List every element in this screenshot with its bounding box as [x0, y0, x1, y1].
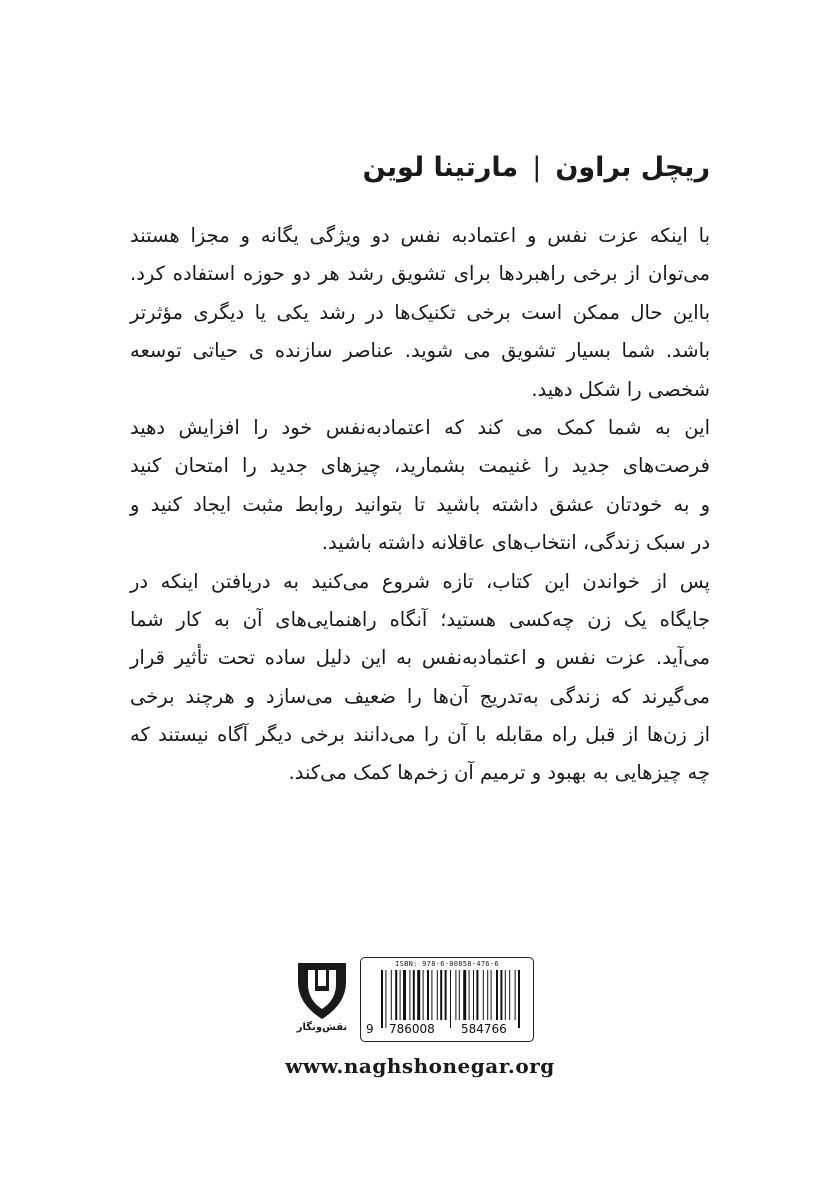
- author-separator: |: [532, 152, 542, 183]
- barcode-bar: [400, 970, 401, 1020]
- blurb-line: می‌آید. عزت نفس و اعتمادبه‌نفس به این دلیل ساده تحت تأثیر قرار: [130, 646, 710, 670]
- blurb-line: بااین حال ممکن است برخی تکنیک‌ها در رشد یکی یا دیگری مؤثرتر: [130, 300, 710, 324]
- barcode-bar: [391, 970, 392, 1020]
- barcode-bar: [518, 970, 520, 1028]
- barcode-bar: [445, 970, 447, 1020]
- barcode-bar: [476, 970, 478, 1020]
- blurb-line: جایگاه یک زن چه‌کسی هستید؛ آنگاه راهنمایی‌های آن به کار شما: [130, 607, 710, 631]
- publisher-logo-icon: [292, 960, 352, 1022]
- barcode-bar: [427, 970, 429, 1020]
- blurb-line: در سبک زندگی، انتخاب‌های عاقلانه داشته باشید.: [321, 531, 710, 555]
- barcode-bar: [509, 970, 510, 1020]
- blurb-line: شخصی را شکل دهید.: [531, 377, 710, 401]
- authors-heading: [130, 146, 710, 190]
- barcode-bar: [440, 970, 442, 1020]
- barcode-digit-first: 9: [366, 1022, 374, 1036]
- barcode-bar: [487, 970, 488, 1020]
- isbn-label: ISBN: 978-6-00858-476-6: [395, 960, 499, 968]
- barcode-bar: [423, 970, 424, 1020]
- barcode-bar: [491, 970, 492, 1020]
- barcode-bar: [500, 970, 502, 1020]
- barcode-bar: [417, 970, 420, 1020]
- author-name-1: ریچل براون: [555, 152, 710, 183]
- blurb-line: باشد. شما بسیار تشویق می شوید. عناصر سازنده ی حیاتی توسعه: [130, 339, 710, 363]
- back-cover-blurb: [130, 217, 710, 793]
- barcode-bar: [385, 970, 386, 1028]
- barcode-bar: [469, 970, 470, 1020]
- barcode-bar: [381, 970, 383, 1028]
- blurb-line: پس از خواندن این کتاب، تازه شروع می‌کنید به دریافتن اینکه در: [130, 569, 710, 593]
- barcode-bar: [459, 970, 460, 1020]
- barcode-digits-group-1: 786008: [389, 1022, 435, 1036]
- barcode-bar: [437, 970, 438, 1020]
- blurb-line: می‌گیرند که زندگی به‌تدریج آن‌ها را ضعیف می‌سازد و هرچند برخی: [130, 684, 710, 708]
- barcode-bar: [409, 970, 410, 1020]
- barcode-bar: [483, 970, 484, 1020]
- barcode-bar: [431, 970, 432, 1020]
- barcode-bar: [473, 970, 474, 1020]
- barcode-bar: [403, 970, 406, 1020]
- blurb-line: با اینکه عزت نفس و اعتمادبه نفس دو ویژگی یگانه و مجزا هستند: [130, 224, 710, 247]
- author-name-2: مارتینا لوین: [362, 152, 519, 183]
- barcode-bar: [505, 970, 506, 1020]
- barcode-bars: [361, 958, 533, 1041]
- barcode-bar: [515, 970, 516, 1020]
- blurb-line: می‌توان از برخی راهبردها برای تشویق رشد هر دو حوزه استفاده کرد.: [130, 262, 710, 286]
- blurb-line: از زن‌ها از قبل راه مقابله با آن را می‌دانند برخی دیگر آگاه نیستند که: [130, 723, 710, 747]
- barcode-digits-group-2: 584766: [461, 1022, 507, 1036]
- isbn-barcode: [360, 957, 534, 1042]
- blurb-line: این به شما کمک می کند که اعتمادبه‌نفس خود را افزایش دهید: [130, 415, 710, 439]
- publisher-name: نقش‌ونگار: [296, 1022, 348, 1033]
- blurb-line: چه چیزهایی به بهبود و ترمیم آن زخم‌ها کمک می‌کند.: [288, 761, 710, 785]
- barcode-bar: [395, 970, 397, 1020]
- blurb-line: و به خودتان عشق داشته باشید تا بتوانید روابط مثبت ایجاد کنید و: [130, 492, 710, 516]
- barcode-bar: [455, 970, 456, 1020]
- barcode-bar: [413, 970, 415, 1020]
- barcode-bar: [463, 970, 466, 1020]
- publisher-website: www.naghshonegar.org: [285, 1054, 555, 1078]
- barcode-bar: [496, 970, 498, 1020]
- barcode-bar: [450, 970, 451, 1028]
- blurb-line: فرصت‌های جدید را غنیمت بشمارید، چیزهای جدید را امتحان کنید: [130, 454, 710, 478]
- publisher-logo: [292, 960, 352, 1038]
